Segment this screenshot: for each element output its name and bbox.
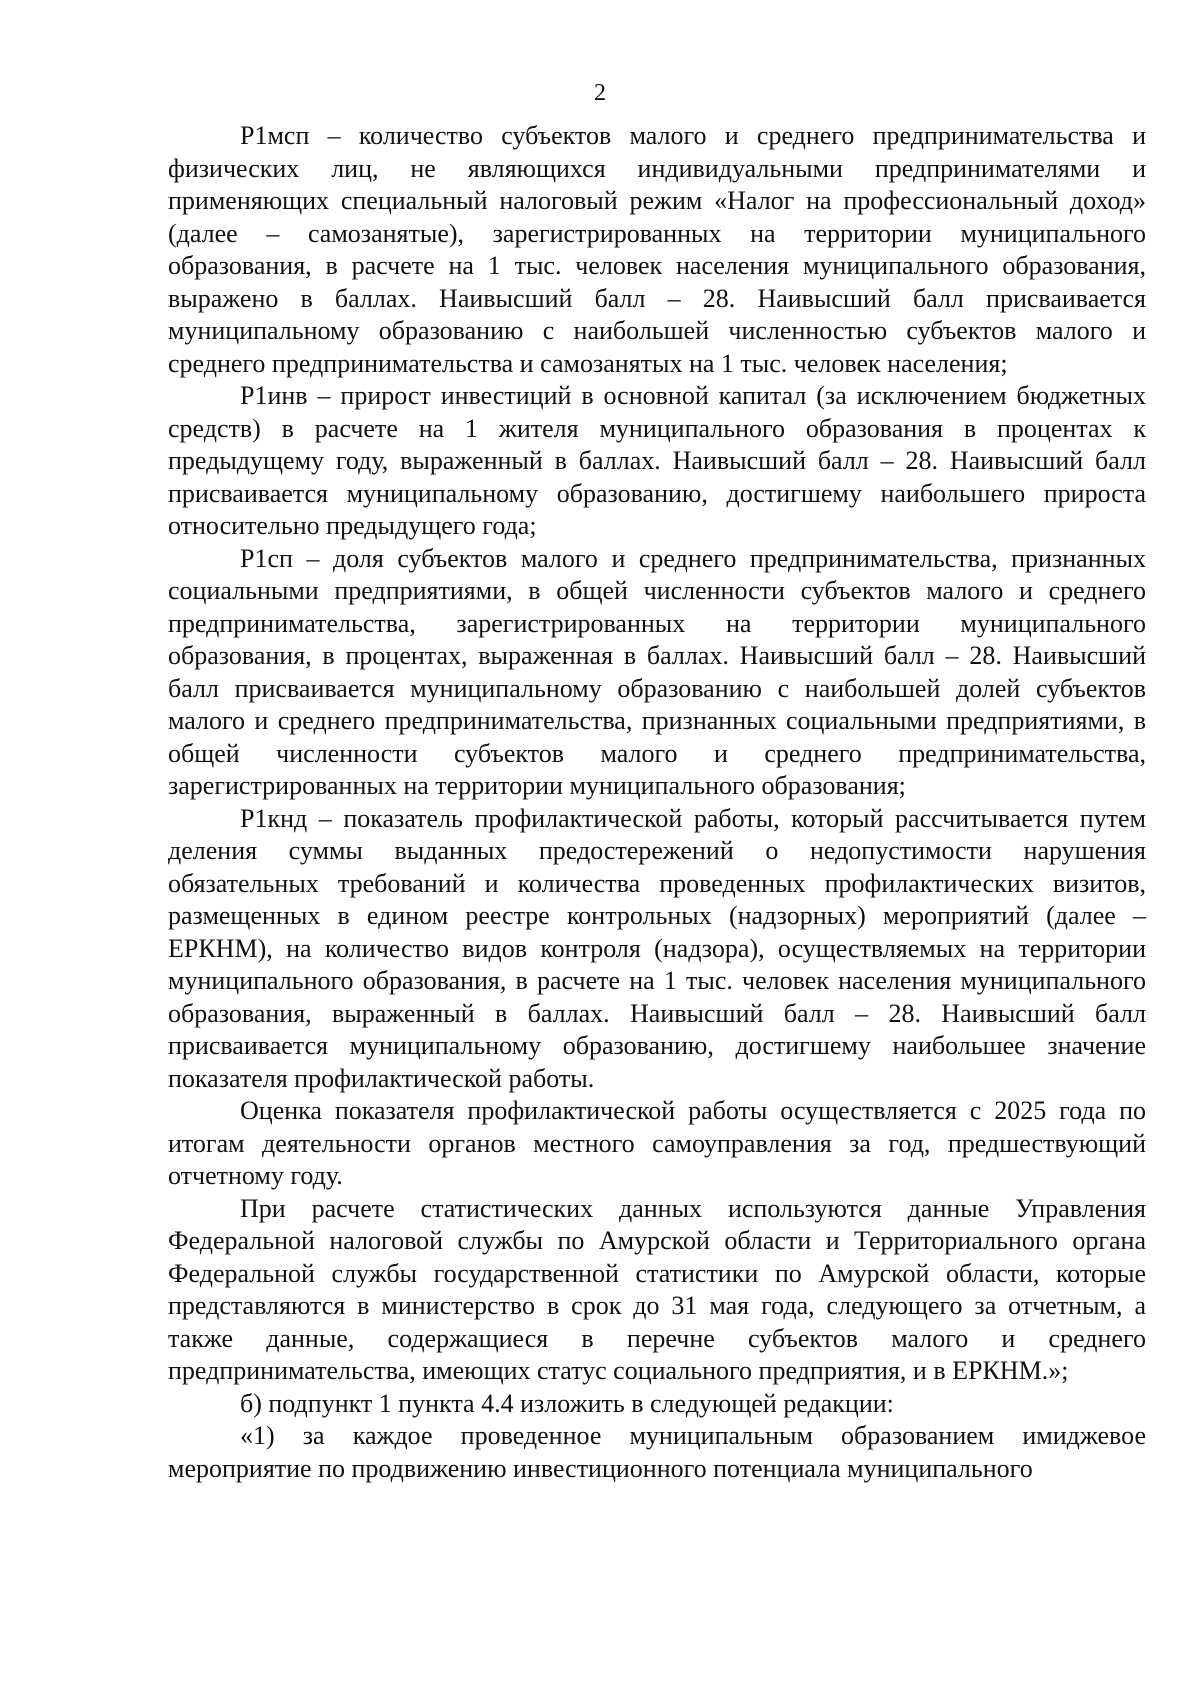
paragraph-assessment: Оценка показателя профилактической работы осуществляется с 2025 года по итогам деятельности органов местного самоуправления за год, предшествующий отчетному году.: [168, 1096, 1146, 1190]
paragraph-statistics: При расчете статистических данных используются данные Управления Федеральной налоговой службы по Амурской области и Территориального органа Федеральной службы государственной статистики по Амурской области, которые представляются в министерство в срок до 31 мая года, следующего за отчетным, а также данные, содержащиеся в перечне субъектов малого и среднего предпринимательства, имеющих статус социального предприятия, и в ЕРКНМ.»;: [168, 1193, 1146, 1385]
document-body: [168, 120, 1146, 1485]
paragraph-p1inv: Р1инв – прирост инвестиций в основной капитал (за исключением бюджетных средств) в расчете на 1 жителя муниципального образования в процентах к предыдущему году, выраженный в баллах. Наивысший балл – 28. Наивысший балл присваивается муниципальному образованию, достигшему наибольшего прироста относительно предыдущего года;: [168, 381, 1146, 540]
paragraph-p1knd: Р1кнд – показатель профилактической работы, который рассчитывается путем деления суммы выданных предостережений о недопустимости нарушения обязательных требований и количества проведенных профилактических визитов, размещенных в едином реестре контрольных (надзорных) мероприятий (далее – ЕРКНМ), на количество видов контроля (надзора), осуществляемых на территории муниципального образования, в расчете на 1 тыс. человек населения муниципального образования, выраженный в баллах. Наивысший балл – 28. Наивысший балл присваивается муниципальному образованию, достигшему наибольшее значение показателя профилактической работы.: [168, 803, 1146, 1093]
paragraph-p1sp: Р1сп – доля субъектов малого и среднего предпринимательства, признанных социальными предприятиями, в общей численности субъектов малого и среднего предпринимательства, зарегистрированных на территории муниципального образования, в процентах, выраженная в баллах. Наивысший балл – 28. Наивысший балл присваивается муниципальному образованию с наибольшей долей субъектов малого и среднего предпринимательства, признанных социальными предприятиями, в общей численности субъектов малого и среднего предпринимательства, зарегистрированных на территории муниципального образования;: [168, 543, 1146, 800]
paragraph-item-1: «1) за каждое проведенное муниципальным образованием имиджевое мероприятие по продвижению инвестиционного потенциала муниципального: [168, 1421, 1146, 1483]
paragraph-subitem-b: б) подпункт 1 пункта 4.4 изложить в следующей редакции:: [240, 1388, 894, 1418]
paragraph-p1msp: Р1мсп – количество субъектов малого и среднего предпринимательства и физических лиц, не являющихся индивидуальными предпринимателями и применяющих специальный налоговый режим «Налог на профессиональный доход» (далее – самозанятые), зарегистрированных на территории муниципального образования, в расчете на 1 тыс. человек населения муниципального образования, выражено в баллах. Наивысший балл – 28. Наивысший балл присваивается муниципальному образованию с наибольшей численностью субъектов малого и среднего предпринимательства и самозанятых на 1 тыс. человек населения;: [168, 121, 1146, 378]
page-number: 2: [594, 80, 606, 106]
